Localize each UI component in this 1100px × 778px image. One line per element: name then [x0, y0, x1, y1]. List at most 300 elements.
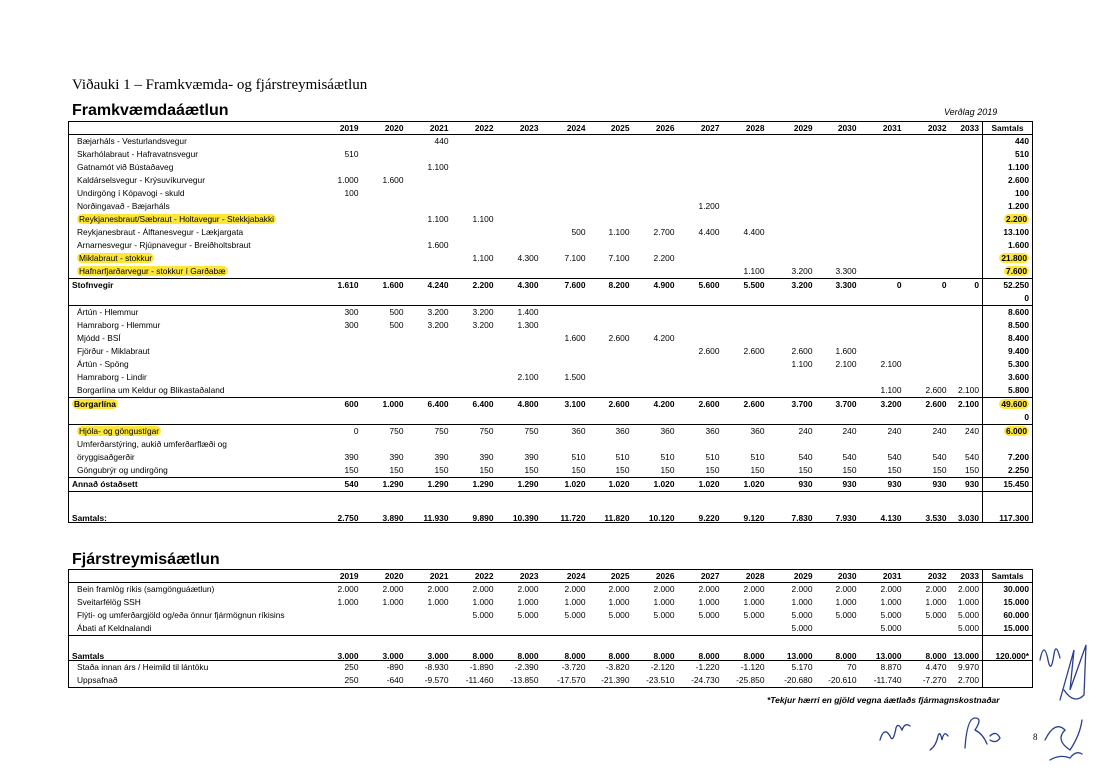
- table-cell: 1.100: [880, 385, 902, 396]
- initials-signature-3: [880, 725, 910, 740]
- table-cell: 0: [315, 425, 362, 439]
- table-cell: 7.100: [564, 253, 586, 264]
- table-cell: 2031: [860, 570, 905, 583]
- table-cell: 1.100: [472, 253, 494, 264]
- table-cell: 2.100: [958, 385, 979, 396]
- table-cell: 1.100: [608, 227, 630, 238]
- table-cell: 150: [524, 465, 539, 476]
- table-cell: 5.000: [743, 610, 765, 621]
- initials-signature-1: [1040, 649, 1060, 666]
- row-total: Samtals: [983, 570, 1033, 583]
- table-cell: 2.100: [835, 359, 857, 370]
- row-label: Ábati af Keldnalandi: [77, 623, 152, 634]
- table-cell: 930: [860, 478, 905, 492]
- table-cell: 2.600: [743, 346, 765, 357]
- row-total: 510: [983, 148, 1033, 161]
- row-label: Norðingavað - Bæjarháls: [77, 201, 170, 212]
- table-cell: -7.270: [922, 675, 947, 686]
- table-cell: 2025: [589, 122, 633, 135]
- table-cell: 8.000: [497, 636, 542, 661]
- row-total: 5.300: [983, 358, 1033, 371]
- row-total: 2.250: [983, 464, 1033, 478]
- table-cell: 9.120: [723, 492, 768, 523]
- row-total: 8.500: [983, 319, 1033, 332]
- table-cell: 5.000: [791, 623, 813, 634]
- table-cell: 1.100: [791, 359, 813, 370]
- row-label: Hamraborg - Lindir: [77, 372, 147, 383]
- table-cell: 1.300: [517, 320, 539, 331]
- table-cell: 510: [705, 452, 720, 463]
- row-label: Mjódd - BSÍ: [77, 333, 121, 344]
- table-cell: 150: [965, 465, 979, 476]
- table-cell: 2.000: [382, 584, 404, 595]
- table-cell: 2.000: [743, 584, 765, 595]
- table-cell: 5.000: [608, 610, 630, 621]
- row-total: 8.600: [983, 306, 1033, 320]
- table-cell: 4.900: [633, 279, 678, 293]
- table-cell: 2.700: [958, 675, 979, 686]
- table-cell: 1.400: [497, 306, 542, 320]
- table-cell: 2.100: [517, 372, 539, 383]
- table-cell: 5.170: [768, 661, 816, 675]
- table-cell: -25.850: [736, 675, 765, 686]
- table-cell: 2.000: [564, 584, 586, 595]
- table-cell: 300: [344, 320, 359, 331]
- row-label: Umferðarstýring, aukið umferðarflæði og: [77, 439, 227, 450]
- table-cell: 2021: [407, 122, 452, 135]
- table-cell: 5.000: [925, 610, 947, 621]
- table-cell: 7.600: [542, 279, 589, 293]
- table-cell: 360: [678, 425, 723, 439]
- table-cell: 150: [798, 465, 813, 476]
- table-cell: 5.500: [723, 279, 768, 293]
- row-total: 21.800: [983, 252, 1033, 265]
- table-cell: -3.720: [542, 661, 589, 675]
- table-cell: 250: [315, 661, 362, 675]
- table-cell: 2.000: [653, 584, 675, 595]
- table-cell: 150: [615, 465, 630, 476]
- table-cell: 2.600: [925, 385, 947, 396]
- table-cell: 510: [571, 452, 586, 463]
- row-total: 9.400: [983, 345, 1033, 358]
- table-cell: -13.850: [510, 675, 539, 686]
- table-cell: 7.100: [608, 253, 630, 264]
- table-cell: 500: [389, 320, 404, 331]
- table-cell: 2.600: [723, 398, 768, 412]
- initials-signature-4: [930, 734, 948, 750]
- table-cell: -1.120: [723, 661, 768, 675]
- table-cell: 390: [479, 452, 494, 463]
- table-cell: 0: [950, 279, 983, 293]
- table-cell: 2.000: [925, 584, 947, 595]
- table-cell: 3.000: [362, 636, 407, 661]
- table-cell: 9.220: [678, 492, 723, 523]
- table-cell: 11.930: [407, 492, 452, 523]
- table-cell: 750: [452, 425, 497, 439]
- table-cell: 8.000: [633, 636, 678, 661]
- price-level-note: Verðlag 2019: [944, 107, 998, 117]
- row-label: Undirgöng í Kópavogi - skuld: [77, 188, 185, 199]
- row-label: Reykjanesbraut/Sæbraut - Holtavegur - Stekkjabakki: [79, 214, 275, 225]
- table-cell: 2.000: [517, 584, 539, 595]
- table-cell: 1.600: [362, 279, 407, 293]
- table-cell: -1.890: [452, 661, 497, 675]
- row-total: 30.000: [983, 583, 1033, 597]
- table-cell: 3.000: [407, 636, 452, 661]
- table-cell: 1.290: [407, 478, 452, 492]
- table-cell: 1.000: [564, 597, 586, 608]
- table-cell: 3.700: [816, 398, 860, 412]
- table-cell: 2033: [950, 122, 983, 135]
- table-cell: 4.400: [698, 227, 720, 238]
- table-cell: 6.400: [452, 398, 497, 412]
- table-cell: -20.610: [828, 675, 857, 686]
- table-cell: 8.000: [678, 636, 723, 661]
- table-cell: 4.470: [905, 661, 950, 675]
- table-cell: 3.200: [452, 306, 497, 320]
- table-cell: 5.600: [678, 279, 723, 293]
- row-total: 0: [983, 292, 1033, 306]
- table-cell: 3.700: [768, 398, 816, 412]
- row-label: Arnarnesvegur - Rjúpnavegur - Breiðholtsbraut: [77, 240, 251, 251]
- table-cell: 1.600: [835, 346, 857, 357]
- table-cell: 1.000: [427, 597, 449, 608]
- table-cell: 5.000: [880, 610, 902, 621]
- table-cell: 1.500: [564, 372, 586, 383]
- table-cell: 150: [932, 465, 947, 476]
- table-cell: 390: [434, 452, 449, 463]
- table-cell: 5.000: [791, 610, 813, 621]
- table-cell: 5.000: [472, 610, 494, 621]
- row-label: Ártún - Spöng: [77, 359, 129, 370]
- table-cell: 510: [615, 452, 630, 463]
- table-cell: -24.730: [691, 675, 720, 686]
- initials-signature-2: [1060, 645, 1086, 700]
- table-cell: 1.020: [723, 478, 768, 492]
- table-cell: 600: [315, 398, 362, 412]
- table-cell: 2026: [633, 570, 678, 583]
- row-total: Samtals: [983, 122, 1033, 135]
- table-cell: 240: [860, 425, 905, 439]
- row-label: Stofnvegir: [69, 279, 315, 293]
- table-cell: 1.000: [835, 597, 857, 608]
- table-cell: 2.600: [608, 333, 630, 344]
- table-cell: -640: [386, 675, 404, 686]
- table-cell: 2.000: [958, 584, 979, 595]
- table-cell: 510: [344, 149, 359, 160]
- table-cell: 540: [965, 452, 979, 463]
- table-cell: 1.600: [564, 333, 586, 344]
- table-cell: 930: [905, 478, 950, 492]
- table-cell: 8.000: [542, 636, 589, 661]
- table-cell: 390: [344, 452, 359, 463]
- table-cell: 750: [497, 425, 542, 439]
- table-cell: -23.510: [646, 675, 675, 686]
- table-cell: 240: [768, 425, 816, 439]
- table-cell: 1.020: [633, 478, 678, 492]
- table-cell: 4.240: [407, 279, 452, 293]
- row-label: Bæjarháls - Vesturlandsvegur: [77, 136, 187, 147]
- table-cell: 11.820: [589, 492, 633, 523]
- table-cell: 13.000: [860, 636, 905, 661]
- row-label: Sveitarfélög SSH: [77, 597, 141, 608]
- row-total: 117.300: [983, 492, 1033, 523]
- table-cell: 3.000: [315, 636, 362, 661]
- table-cell: 150: [750, 465, 765, 476]
- row-total: 8.400: [983, 332, 1033, 345]
- row-label: Hafnarfjarðarvegur - stokkur í Garðabæ: [79, 266, 226, 277]
- table-cell: 13.000: [950, 636, 983, 661]
- table-cell: 10.120: [633, 492, 678, 523]
- table-cell: 1.200: [698, 201, 720, 212]
- table-cell: 4.130: [860, 492, 905, 523]
- table-cell: 1.100: [427, 214, 449, 225]
- table-cell: 0: [905, 279, 950, 293]
- table-cell: 390: [389, 452, 404, 463]
- table-cell: 2020: [362, 122, 407, 135]
- table-cell: 13.000: [768, 636, 816, 661]
- table-cell: 3.200: [427, 320, 449, 331]
- row-label: Hjóla- og göngustígar: [69, 425, 315, 439]
- table-cell: 3.530: [905, 492, 950, 523]
- row-label: öryggisaðgerðir: [77, 452, 135, 463]
- table-cell: 2.600: [678, 398, 723, 412]
- table-cell: 1.000: [517, 597, 539, 608]
- table-cell: 150: [887, 465, 902, 476]
- table-cell: 300: [315, 306, 362, 320]
- table-cell: 3.030: [950, 492, 983, 523]
- table-cell: 150: [344, 465, 359, 476]
- table-cell: 2.600: [589, 398, 633, 412]
- table-cell: 1.290: [362, 478, 407, 492]
- row-label: Samtals: [69, 636, 315, 661]
- table-cell: 540: [842, 452, 857, 463]
- table-cell: 500: [362, 306, 407, 320]
- table-cell: 2.000: [427, 584, 449, 595]
- table-cell: 540: [798, 452, 813, 463]
- table-cell: 9.970: [950, 661, 983, 675]
- table-cell: 540: [887, 452, 902, 463]
- table-cell: 360: [633, 425, 678, 439]
- table-cell: 8.870: [860, 661, 905, 675]
- table-cell: 1.000: [472, 597, 494, 608]
- table-cell: -17.570: [557, 675, 586, 686]
- table-cell: 5.000: [835, 610, 857, 621]
- table-cell: 10.390: [497, 492, 542, 523]
- document-title: Viðauki 1 – Framkvæmda- og fjárstreymisáætlun: [72, 77, 368, 93]
- table-cell: 6.400: [407, 398, 452, 412]
- table-cell: 2027: [678, 122, 723, 135]
- table-cell: 5.000: [958, 623, 979, 634]
- table-cell: 5.000: [698, 610, 720, 621]
- table-cell: 150: [571, 465, 586, 476]
- table-cell: 8.000: [816, 636, 860, 661]
- row-label: Samtals:: [69, 492, 315, 523]
- table-cell: 2.000: [472, 584, 494, 595]
- table-cell: 1.000: [958, 597, 979, 608]
- table-cell: 500: [571, 227, 586, 238]
- table-cell: 930: [816, 478, 860, 492]
- table-cell: 8.000: [905, 636, 950, 661]
- table-cell: 1.000: [382, 597, 404, 608]
- table-cell: 1.100: [743, 266, 765, 277]
- table-cell: 3.200: [407, 306, 452, 320]
- table-cell: 440: [434, 136, 449, 147]
- table-cell: -890: [362, 661, 407, 675]
- table-cell: 2028: [723, 122, 768, 135]
- table-cell: 5.000: [958, 610, 979, 621]
- table-cell: 2.000: [835, 584, 857, 595]
- table-cell: 540: [932, 452, 947, 463]
- row-total: 15.450: [983, 478, 1033, 492]
- row-total: 13.100: [983, 226, 1033, 239]
- table-cell: 1.000: [337, 175, 359, 186]
- row-label: Fjörður - Miklabraut: [77, 346, 150, 357]
- table-cell: 2.600: [791, 346, 813, 357]
- table-cell: -9.570: [424, 675, 449, 686]
- row-total: 1.100: [983, 161, 1033, 174]
- row-total: 120.000*: [983, 636, 1033, 661]
- table-cell: 2.100: [950, 398, 983, 412]
- row-total: 100: [983, 187, 1033, 200]
- table-cell: -3.820: [589, 661, 633, 675]
- table-cell: 2028: [723, 570, 768, 583]
- table-cell: 0: [860, 279, 905, 293]
- table-cell: 7.930: [816, 492, 860, 523]
- table-cell: 2023: [497, 570, 542, 583]
- table-cell: 1.000: [925, 597, 947, 608]
- row-label: Kaldárselsvegur - Krýsuvíkurvegur: [77, 175, 206, 186]
- table-cell: 360: [542, 425, 589, 439]
- table-cell: 750: [407, 425, 452, 439]
- row-total: 440: [983, 135, 1033, 149]
- table-cell: 3.200: [472, 320, 494, 331]
- row-total: 5.800: [983, 384, 1033, 398]
- table-cell: 2.200: [452, 279, 497, 293]
- table-cell: 150: [660, 465, 675, 476]
- table-cell: 1.000: [880, 597, 902, 608]
- table-cell: 8.000: [723, 636, 768, 661]
- table-cell: 3.100: [542, 398, 589, 412]
- table-cell: 150: [389, 465, 404, 476]
- table-cell: 70: [816, 661, 860, 675]
- table-cell: 150: [842, 465, 857, 476]
- table-cell: 2024: [542, 570, 589, 583]
- table-cell: 2022: [452, 570, 497, 583]
- table-cell: 5.000: [517, 610, 539, 621]
- table-cell: -11.460: [465, 675, 494, 686]
- row-total: 15.000: [983, 622, 1033, 636]
- row-label: Borgarlína: [69, 398, 315, 412]
- table-cell: -2.390: [497, 661, 542, 675]
- table-cell: 2.700: [653, 227, 675, 238]
- table-cell: -11.740: [873, 675, 902, 686]
- table-cell: 360: [723, 425, 768, 439]
- row-total: 60.000: [983, 609, 1033, 622]
- table-cell: 1.000: [362, 398, 407, 412]
- table-cell: 5.000: [880, 623, 902, 634]
- table-cell: 8.200: [589, 279, 633, 293]
- table-cell: 4.200: [633, 398, 678, 412]
- row-label: Uppsafnað: [77, 675, 118, 686]
- table-cell: 2.000: [791, 584, 813, 595]
- table-cell: 360: [589, 425, 633, 439]
- table-cell: 2023: [497, 122, 542, 135]
- table-cell: 2019: [315, 122, 362, 135]
- table-cell: 1.020: [678, 478, 723, 492]
- table-cell: 9.890: [452, 492, 497, 523]
- table-cell: 2033: [950, 570, 983, 583]
- table-cell: 8.000: [452, 636, 497, 661]
- table-cell: 1.020: [589, 478, 633, 492]
- table-cell: 7.830: [768, 492, 816, 523]
- row-label: Miklabraut - stokkur: [79, 253, 153, 264]
- table-cell: 1.100: [427, 162, 449, 173]
- table-cell: 2027: [678, 570, 723, 583]
- row-total: 6.000: [983, 425, 1033, 439]
- table-cell: 2.100: [880, 359, 902, 370]
- table-cell: 2032: [905, 122, 950, 135]
- table-cell: 2021: [407, 570, 452, 583]
- table-cell: -2.120: [633, 661, 678, 675]
- table-cell: 2.000: [880, 584, 902, 595]
- table-cell: 2.000: [698, 584, 720, 595]
- row-total: 3.600: [983, 371, 1033, 384]
- table-cell: 1.610: [315, 279, 362, 293]
- table-cell: 2032: [905, 570, 950, 583]
- row-total: 0: [983, 411, 1033, 425]
- row-total: 1.200: [983, 200, 1033, 213]
- table-cell: 250: [344, 675, 359, 686]
- initials-signature-5: [965, 718, 1000, 748]
- row-label: Staða innan árs / Heimild til lántöku: [69, 661, 315, 675]
- table-cell: 1.020: [542, 478, 589, 492]
- table-cell: 2026: [633, 122, 678, 135]
- row-label: Borgarlína um Keldur og Blikastaðaland: [77, 385, 225, 396]
- table-cell: 2025: [589, 570, 633, 583]
- table-cell: 2031: [860, 122, 905, 135]
- table-cell: 150: [705, 465, 720, 476]
- row-total: 1.600: [983, 239, 1033, 252]
- table-cell: 2.600: [698, 346, 720, 357]
- row-label: Göngubrýr og undirgöng: [77, 465, 168, 476]
- table-cell: 2030: [816, 570, 860, 583]
- row-label: Reykjanesbraut - Álftanesvegur - Lækjargata: [77, 227, 244, 238]
- table-cell: 2.000: [337, 584, 359, 595]
- table-cell: 1.000: [698, 597, 720, 608]
- table-cell: -8.930: [407, 661, 452, 675]
- row-label: Bein framlög ríkis (samgönguáætlun): [77, 584, 215, 595]
- table-cell: 3.300: [816, 279, 860, 293]
- table-cell: 930: [768, 478, 816, 492]
- row-label: Annað óstaðsett: [69, 478, 315, 492]
- table-cell: 5.000: [653, 610, 675, 621]
- table-cell: 3.300: [835, 266, 857, 277]
- table-cell: 3.890: [362, 492, 407, 523]
- table-cell: 2029: [768, 122, 816, 135]
- table-cell: 2022: [452, 122, 497, 135]
- table-cell: 3.200: [791, 266, 813, 277]
- row-total: 2.600: [983, 174, 1033, 187]
- fjarstreymi-section-title: Fjárstreymisáætlun: [72, 551, 220, 568]
- row-total: 15.000: [983, 596, 1033, 609]
- row-total: 7.600: [983, 265, 1033, 279]
- table-cell: 100: [344, 188, 359, 199]
- table-cell: 1.600: [427, 240, 449, 251]
- table-cell: 540: [315, 478, 362, 492]
- table-cell: 4.800: [497, 398, 542, 412]
- table-cell: 510: [660, 452, 675, 463]
